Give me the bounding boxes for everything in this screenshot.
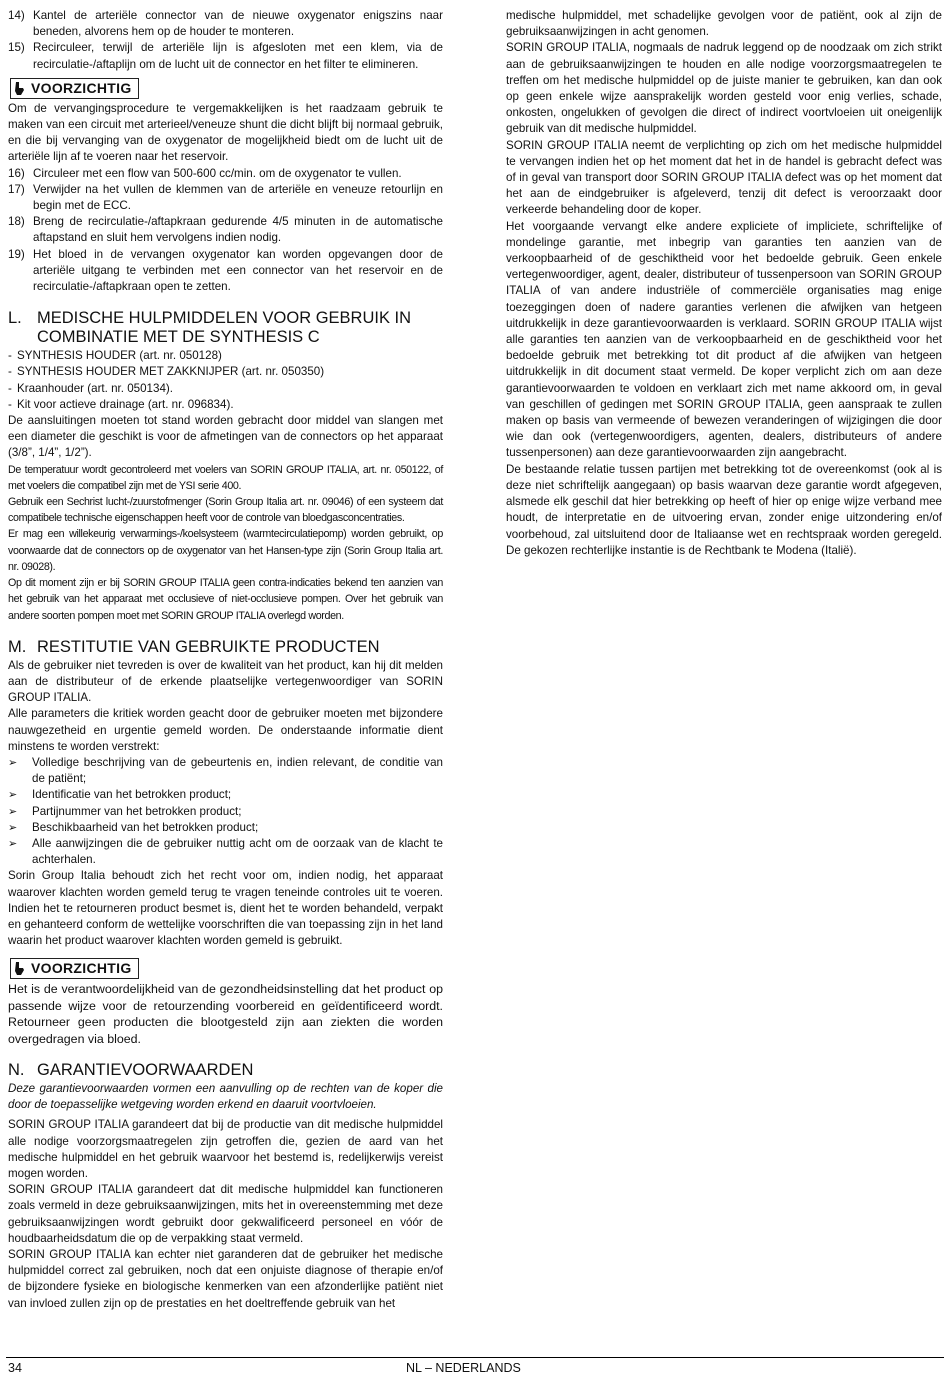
hand-warning-icon xyxy=(14,82,25,95)
step-number: 18) xyxy=(8,215,25,229)
list-item-text: SYNTHESIS HOUDER (art. nr. 050128) xyxy=(17,349,222,363)
list-item-text: Kraanhouder (art. nr. 050134). xyxy=(17,381,173,395)
arrow-bullet-icon: ➢ xyxy=(8,837,18,850)
bullet-item xyxy=(8,787,443,803)
bullet-text: Volledige beschrijving van de gebeurtenis en, indien relevant, de conditie van de patiënt; xyxy=(32,755,443,786)
list-item: - SYNTHESIS HOUDER (art. nr. 050128) xyxy=(8,348,443,364)
section-letter: N. xyxy=(8,1060,25,1079)
paragraph: Als de gebruiker niet tevreden is over de kwaliteit van het product, kan hij dit melden aan de distributeur of de erkende plaatselijke vertegenwoordiger van SORIN GROUP ITALIA. xyxy=(8,658,443,705)
caution-text: Om de vervangingsprocedure te vergemakkelijken is het raadzaam gebruik te maken van een circuit met arterieel/veneuze shunt die dicht blijft bij normaal gebruik, en die bij vervanging van de oxygenator de mogelijkheid biedt om de lucht uit de arteriële lijn af te voeren naar het reservoir. xyxy=(8,101,443,164)
paragraph: medische hulpmiddel, met schadelijke gevolgen voor de patiënt, ook al zijn de gebruiksaanwijzingen in acht genomen. xyxy=(506,9,942,39)
step-19 xyxy=(8,247,443,296)
section-n-heading xyxy=(8,1061,443,1080)
left-column xyxy=(8,8,443,1312)
bullet-item xyxy=(8,755,443,787)
caution-box xyxy=(10,78,139,99)
paragraph: Sorin Group Italia behoudt zich het recht voor om, indien nodig, het apparaat waarover klachten worden gemeld terug te vragen teneinde controles uit te voeren. Indien het te retourneren product besmet is, dient het te worden behandeld, verpakt en gehanteerd conform de wettelijke voorschriften die van toepassing zijn in het land waarin het product waarover klachten worden gemeld is gebruikt. xyxy=(8,869,443,948)
section-title: RESTITUTIE VAN GEBRUIKTE PRODUCTEN xyxy=(37,637,380,656)
paragraph: Het voorgaande vervangt elke andere expliciete of impliciete, schriftelijke of mondelinge garantie, met inbegrip van garanties ten aanzien van de verkoopbaarheid of de geschiktheid voor het bedoelde gebruik. Geen enkele vertegenwoordiger, agent, dealer, distributeur of tussenpersoon van SORIN GROUP ITALIA of van andere industriële of commerciële organisaties mag enige toezeggingen doen of nadere garanties verlenen die afwijken van hetgeen uitdrukkelijk in deze garantievoorwaarden is verklaard. SORIN GROUP ITALIA wijst alle garanties ten aanzien van de verkoopbaarheid en de geschiktheid voor het bedoelde gebruik met betrekking tot dit product af die afwijken van hetgeen uitdrukkelijk in dit document staat vermeld. De koper verplicht zich om aan deze garantievoorwaarden te voldoen en verklaart zich met name akkoord om, in geval van geschillen of gedingen met SORIN GROUP ITALIA, geen aanspraak te zullen maken op basis van vermeende of bewezen veranderingen of wijzigingen die door wie dan ook (vertegenwoordigers, agenten, dealers, distributeurs of andere tussenpersonen) aan deze garantievoorwaarden zijn aangebracht. xyxy=(506,219,942,460)
section-title-line2: COMBINATIE MET DE SYNTHESIS C xyxy=(37,328,320,347)
caution-text: Het is de verantwoordelijkheid van de gezondheidsinstelling dat het product op passende wijze voor de retourzending voorbereid en geïdentificeerd wordt. Retourneer geen producten die blootgesteld zijn aan ziekten die worden overgedragen via bloed. xyxy=(8,982,443,1046)
list-item: - SYNTHESIS HOUDER MET ZAKKNIJPER (art. nr. 050350) xyxy=(8,364,443,380)
bullet-text: Beschikbaarheid van het betrokken product; xyxy=(32,820,259,834)
step-18 xyxy=(8,214,443,246)
step-15 xyxy=(8,40,443,72)
hand-warning-icon xyxy=(14,962,25,975)
list-item: - Kit voor actieve drainage (art. nr. 096834). xyxy=(8,397,443,413)
arrow-bullet-icon: ➢ xyxy=(8,756,18,769)
paragraph: De temperatuur wordt gecontroleerd met voelers van SORIN GROUP ITALIA, art. nr. 050122, of met voelers die compatibel zijn met de YSI serie 400. xyxy=(8,463,443,492)
step-text: Verwijder na het vullen de klemmen van de arteriële en veneuze retourlijn en begin met de ECC. xyxy=(33,182,443,213)
bullet-text: Identificatie van het betrokken product; xyxy=(32,788,232,802)
step-text: Het bloed in de vervangen oxygenator kan worden opgevangen door de arteriële uitgang te verbinden met een connector van het reservoir en de recirculatie-/aftapkraan open te zetten. xyxy=(33,247,443,294)
page-number: 34 xyxy=(8,1361,22,1375)
paragraph: SORIN GROUP ITALIA garandeert dat bij de productie van dit medische hulpmiddel alle nodige voorzorgsmaatregelen zijn getroffen die, gezien de aard van het medische hulpmiddel en het gebruik waarvoor het bestemd is, redelijkerwijs vereist mogen worden. xyxy=(8,1118,443,1180)
step-number: 15) xyxy=(8,41,25,55)
section-letter: L. xyxy=(8,309,22,328)
arrow-bullet-icon: ➢ xyxy=(8,789,18,802)
section-l-heading xyxy=(8,309,443,347)
paragraph: De aansluitingen moeten tot stand worden gebracht door middel van slangen met een diameter die geschikt is voor de afmetingen van de connectors op het apparaat (3/8”, 1/4”, 1/2”). xyxy=(8,414,443,460)
step-number: 17) xyxy=(8,182,25,196)
list-item: - Kraanhouder (art. nr. 050134). xyxy=(8,381,443,397)
bullet-text: Partijnummer van het betrokken product; xyxy=(32,804,242,818)
step-16 xyxy=(8,166,443,182)
paragraph: SORIN GROUP ITALIA garandeert dat dit medische hulpmiddel kan functioneren zoals vermeld in deze gebruiksaanwijzingen, mits het in overeenstemming met deze gebruiksaanwijzingen wordt gebruikt door gekwalificeerd personeel en vóór de houdbaarheidsdatum die op de verpakking staat vermeld. xyxy=(8,1183,443,1245)
bullet-item xyxy=(8,820,443,836)
paragraph: SORIN GROUP ITALIA neemt de verplichting op zich om het medische hulpmiddel te vervangen indien het op het moment dat het in de handel is gebracht defect was of in geval van transport door SORIN GROUP ITALIA defect was op het moment dat het aan de eindgebruiker is afgeleverd, tenzij dit defect is veroorzaakt door verkeerde behandeling door de koper. xyxy=(506,138,942,217)
caution-label: VOORZICHTIG xyxy=(31,960,132,977)
paragraph: SORIN GROUP ITALIA kan echter niet garanderen dat de gebruiker het medische hulpmiddel correct zal gebruiken, noch dat een onjuiste diagnose of therapie en/of de bijzondere fysieke en biologische kenmerken van een afzonderlijke patiënt niet van invloed zullen zijn op de prestaties en het doeltreffende gebruik van het xyxy=(8,1248,443,1310)
bullet-item xyxy=(8,836,443,868)
section-m-heading xyxy=(8,638,443,657)
paragraph: Er mag een willekeurig verwarmings-/koelsysteem (warmtecirculatiepomp) worden gebruikt, op voorwaarde dat de connectors op de oxygenator van het Hansen-type zijn (Sorin Group Italia art. nr. 09028). xyxy=(8,528,443,573)
bullet-text: Alle aanwijzingen die de gebruiker nuttig acht om de oorzaak van de klacht te achterhalen. xyxy=(32,836,443,867)
paragraph: De bestaande relatie tussen partijen met betrekking tot de overeenkomst (ook al is deze niet schriftelijk aangegaan) op basis waarvan deze garantie wordt afgegeven, alsmede elk geschil dat hier betrekking op heeft of hier op enige wijze verband mee houdt, de interpretatie en de uitvoering ervan, zonder enige uitzondering en/of voorbehoud, zal uitsluitend door de Italiaanse wet en rechtspraak worden geregeld. De gekozen rechterlijke instantie is de Rechtbank te Modena (Italië). xyxy=(506,462,942,557)
list-item-text: SYNTHESIS HOUDER MET ZAKKNIJPER (art. nr. 050350) xyxy=(17,365,325,379)
caution-label: VOORZICHTIG xyxy=(31,79,132,96)
paragraph: Alle parameters die kritiek worden geacht door de gebruiker moeten met bijzondere nauwgezetheid en urgentie gemeld worden. De onderstaande informatie dient minstens te worden verstrekt: xyxy=(8,707,443,753)
paragraph: Op dit moment zijn er bij SORIN GROUP ITALIA geen contra-indicaties bekend ten aanzien van het gebruik van het apparaat met occlusieve of niet-occlusieve pompen. Over het gebruik van andere soorten pompen moet met SORIN GROUP ITALIA overlegd worden. xyxy=(8,577,443,622)
step-text: Kantel de arteriële connector van de nieuwe oxygenator enigszins naar beneden, alvorens hem op de houder te monteren. xyxy=(33,9,443,39)
step-text: Breng de recirculatie-/aftapkraan gedurende 4/5 minuten in de automatische aftapstand en sluit hem vervolgens indien nodig. xyxy=(33,215,443,245)
arrow-bullet-icon: ➢ xyxy=(8,805,18,818)
paragraph: SORIN GROUP ITALIA, nogmaals de nadruk leggend op de noodzaak om zich strikt aan de gebruiksaanwijzingen te houden en alle nodige voorzorgsmaatregelen te treffen om het medische hulpmiddel op de juiste manier te gebruiken, kan dan ook op geen enkele wijze aansprakelijk worden gesteld voor enig verlies, schade, onkosten, ongelukken of gevolgen die direct of indirect voortvloeien uit oneigenlijk gebruik van dit medische hulpmiddel. xyxy=(506,41,942,136)
step-number: 19) xyxy=(8,247,25,261)
step-17 xyxy=(8,182,443,214)
step-14 xyxy=(8,8,443,40)
section-title: MEDISCHE HULPMIDDELEN VOOR GEBRUIK IN xyxy=(37,309,412,328)
step-number: 16) xyxy=(8,166,25,180)
right-column xyxy=(506,8,942,559)
step-text: Recirculeer, terwijl de arteriële lijn is afgesloten met een klem, via de recirculatie-/aftaplijn om de lucht uit de connector en het filter te elimineren. xyxy=(33,41,443,71)
footer-language: NL – NEDERLANDS xyxy=(406,1361,521,1375)
section-title: GARANTIEVOORWAARDEN xyxy=(37,1060,254,1079)
bullet-item xyxy=(8,804,443,820)
footer-divider xyxy=(6,1357,944,1358)
intro-paragraph: Deze garantievoorwaarden vormen een aanvulling op de rechten van de koper die door de toepasselijke wetgeving worden erkend en daaruit voortvloeien. xyxy=(8,1081,443,1112)
step-number: 14) xyxy=(8,9,25,22)
list-item-text: Kit voor actieve drainage (art. nr. 096834). xyxy=(17,397,234,411)
arrow-bullet-icon: ➢ xyxy=(8,821,18,834)
step-text: Circuleer met een flow van 500-600 cc/min. om de oxygenator te vullen. xyxy=(33,166,402,180)
section-letter: M. xyxy=(8,637,27,656)
paragraph: Gebruik een Sechrist lucht-/zuurstofmenger (Sorin Group Italia art. nr. 09046) of een systeem dat compatibele technische eigenschappen heeft voor de controle van bloedgasconcentraties. xyxy=(8,496,443,525)
caution-box xyxy=(10,958,139,979)
